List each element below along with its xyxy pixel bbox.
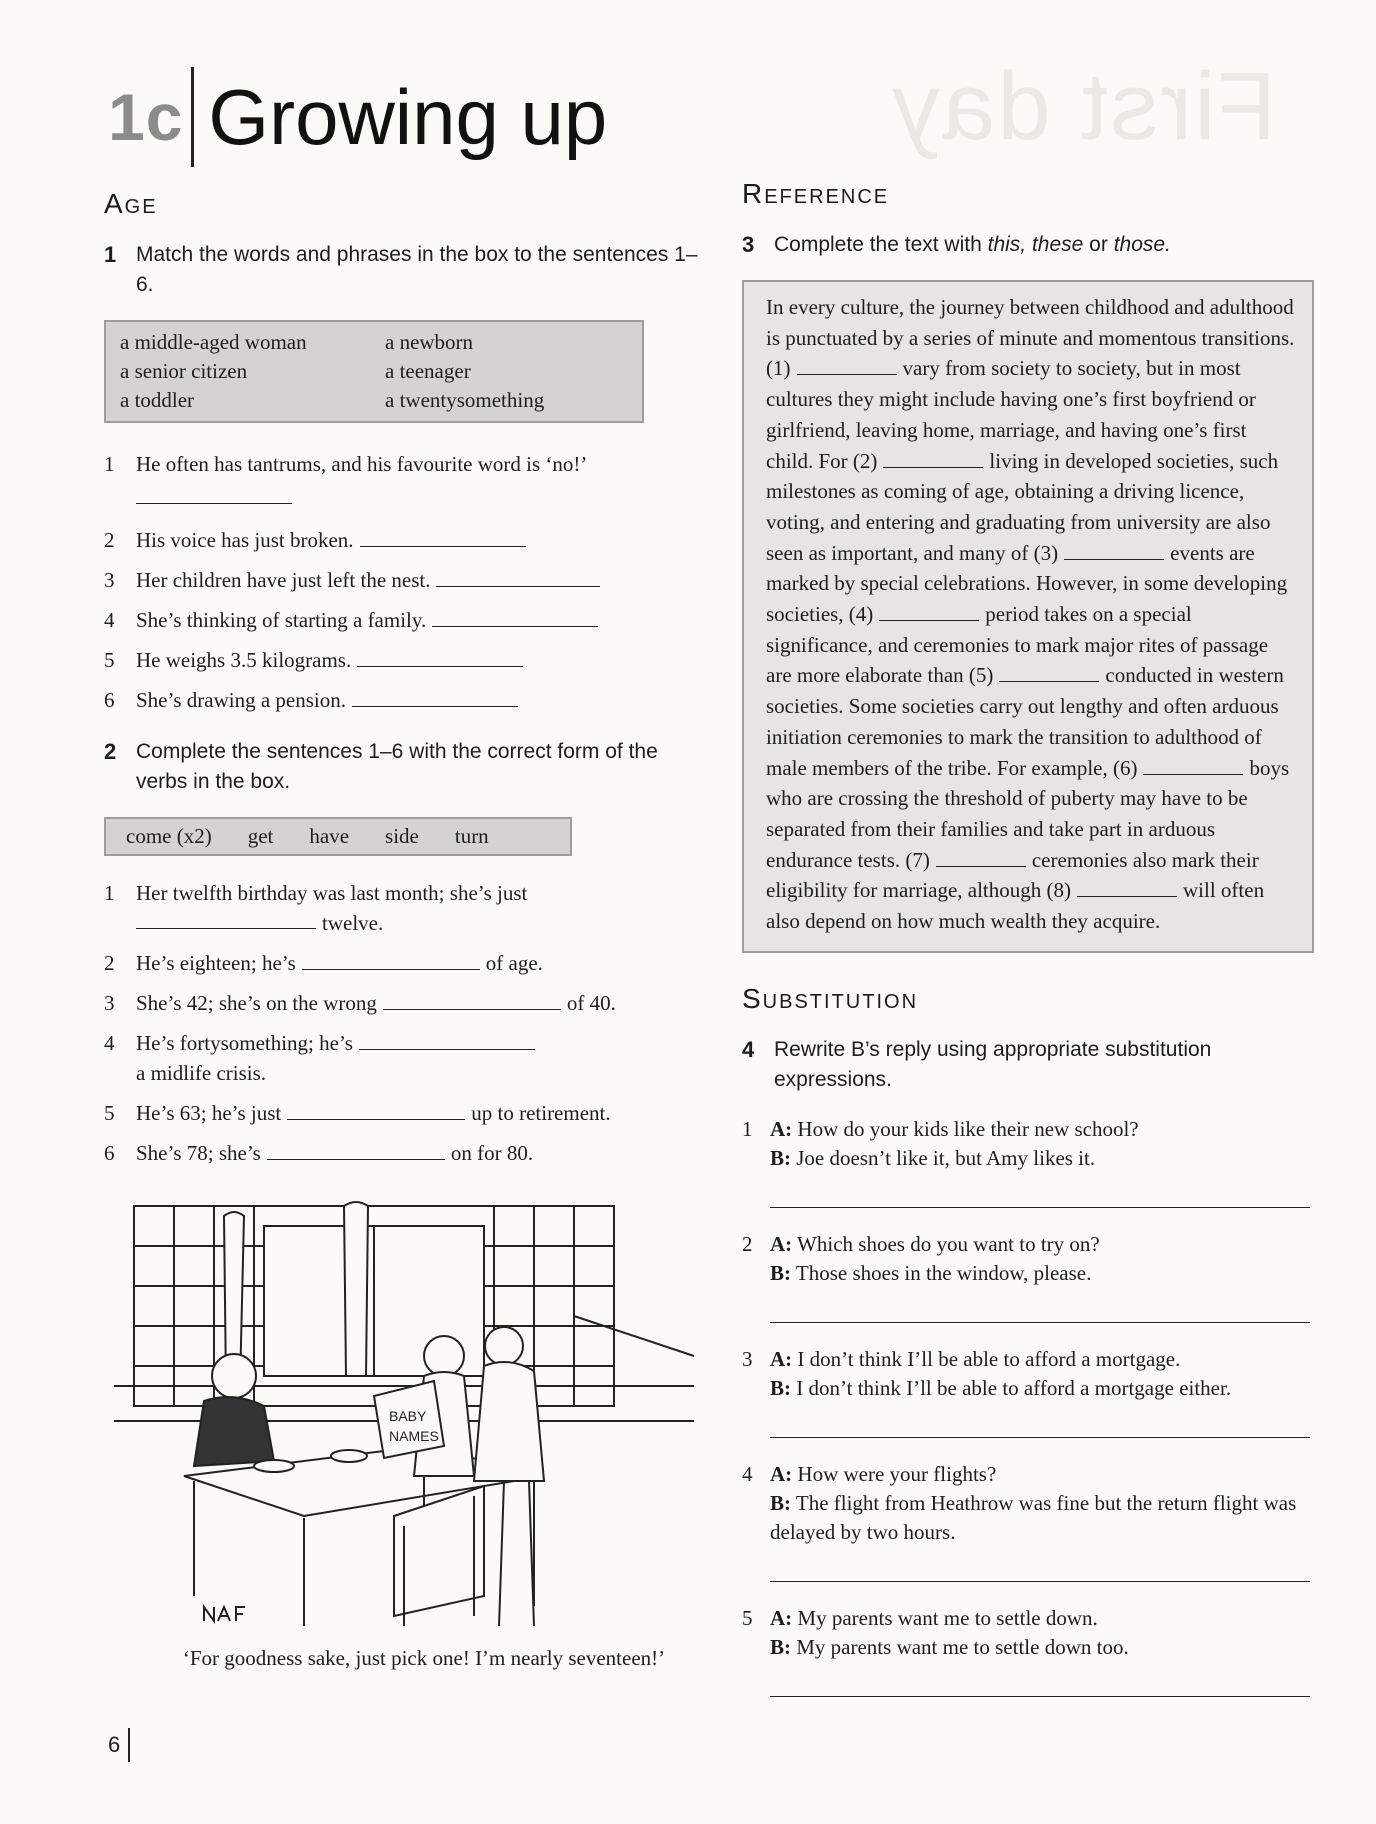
faded-bleedthrough-title: First day bbox=[890, 53, 1277, 160]
exercise-item: 6 She’s drawing a pension. bbox=[104, 685, 704, 715]
answer-blank[interactable] bbox=[287, 1099, 465, 1120]
page-number-divider bbox=[128, 1728, 130, 1762]
cartoon-illustration bbox=[104, 1196, 704, 1673]
dialogue-item: 3 A: I don’t think I’ll be able to afford a mortgage. B: I don’t think I’ll be able to afford a mortgage either. bbox=[742, 1346, 1232, 1400]
answer-blank[interactable] bbox=[357, 646, 523, 667]
answer-blank[interactable] bbox=[999, 661, 1099, 682]
exercise-2-items: 1 Her twelfth birthday was last month; she’s just twelve. 2 He’s eighteen; he’s of age. 3 She’s 42; she’s on the wrong of 40. 4 He’s fortysomething; he’s a midlife crisis. 5 He’s 63; he’s just up to retirement. 6 She’s 78; she’s on for 80. bbox=[104, 878, 704, 1168]
exercise-3-instruction: 3 Complete the text with this, these or those. bbox=[742, 232, 1171, 257]
answer-blank[interactable] bbox=[359, 1029, 535, 1050]
exercise-4-instruction: 4 Rewrite B’s reply using appropriate substitution expressions. bbox=[742, 1036, 1212, 1091]
dialogue-item: 2 A: Which shoes do you want to try on? B: Those shoes in the window, please. bbox=[742, 1231, 1100, 1285]
title-divider bbox=[191, 67, 194, 167]
exercise-1-instruction: 1 Match the words and phrases in the box to the sentences 1–6. bbox=[104, 242, 698, 296]
answer-line[interactable] bbox=[770, 1557, 1310, 1582]
right-column bbox=[742, 178, 1312, 1719]
answer-line[interactable] bbox=[770, 1672, 1310, 1697]
exercise-item: 4 He’s fortysomething; he’s bbox=[104, 1028, 704, 1058]
artist-signature bbox=[204, 1607, 245, 1621]
answer-line[interactable] bbox=[770, 1183, 1310, 1208]
exercise-item: 3 She’s 42; she’s on the wrong of 40. bbox=[104, 991, 616, 1015]
dialogue-item: 4 A: How were your flights? B: The flight from Heathrow was fine but the return flight was delayed by two hours. bbox=[742, 1461, 1297, 1544]
word-box-item: get bbox=[247, 824, 274, 848]
answer-blank[interactable] bbox=[432, 606, 598, 627]
word-box-item: a twentysomething bbox=[385, 388, 545, 412]
word-box-1 bbox=[104, 320, 644, 423]
exercise-item: 1 Her twelfth birthday was last month; she’s just bbox=[104, 881, 528, 905]
exercise-item: 5 He’s 63; he’s just up to retirement. bbox=[104, 1101, 611, 1125]
answer-blank[interactable] bbox=[883, 447, 983, 468]
section-heading-age: Age bbox=[104, 188, 158, 219]
word-box-item: have bbox=[309, 824, 350, 848]
book-label-line-2: NAMES bbox=[389, 1428, 439, 1444]
cartoon-drawing bbox=[104, 1196, 704, 1636]
exercise-item: 5 He weighs 3.5 kilograms. bbox=[104, 645, 704, 675]
book-label-line-1: BABY bbox=[389, 1408, 427, 1424]
answer-blank[interactable] bbox=[383, 989, 561, 1010]
word-box-item: turn bbox=[454, 824, 489, 848]
answer-blank[interactable] bbox=[797, 354, 897, 375]
answer-line[interactable] bbox=[770, 1298, 1310, 1323]
answer-blank[interactable] bbox=[136, 908, 316, 929]
answer-blank[interactable] bbox=[136, 483, 292, 504]
answer-blank[interactable] bbox=[936, 846, 1026, 867]
answer-blank[interactable] bbox=[352, 686, 518, 707]
exercise-item: 1 He often has tantrums, and his favourite word is ‘no!’ bbox=[104, 452, 588, 476]
answer-blank[interactable] bbox=[1143, 754, 1243, 775]
answer-blank[interactable] bbox=[879, 600, 979, 621]
exercise-item: 4 She’s thinking of starting a family. bbox=[104, 605, 704, 635]
reading-passage: In every culture, the journey between childhood and adulthood is punctuated by a series of minute and momentous transitions. (1) vary from society to society, but in most cultures they might include having one’s first boyfriend or girlfriend, leaving home, marriage, and having one’s first child. For (2) living in developed societies, such milestones as coming of age, obtaining a driving licence, voting, and entering and graduating from university are also seen as important, and many of (3) events are marked by special celebrations. However, in some developing societies, (4) period takes on a special significance, and ceremonies to mark major rites of passage are more elaborate than (5) conducted in western societies. Some societies carry out lengthy and often arduous initiation ceremonies to mark the transition to adulthood of male members of the tribe. For example, (6) boys who are crossing the threshold of puberty may have to be separated from their families and take part in arduous endurance tests. (7) ceremonies also mark their eligibility for marriage, although (8) will often also depend on how much wealth they acquire. bbox=[742, 280, 1314, 953]
answer-blank[interactable] bbox=[267, 1139, 445, 1160]
section-heading-reference: Reference bbox=[742, 178, 890, 209]
left-column bbox=[104, 188, 704, 1673]
cartoon-caption: ‘For goodness sake, just pick one! I’m nearly seventeen!’ bbox=[182, 1646, 666, 1670]
answer-blank[interactable] bbox=[302, 949, 480, 970]
answer-line[interactable] bbox=[770, 1413, 1310, 1438]
dialogue-item: 1 A: How do your kids like their new school? B: Joe doesn’t like it, but Amy likes it. bbox=[742, 1116, 1139, 1170]
page-number: 6 bbox=[108, 1728, 130, 1762]
answer-blank[interactable] bbox=[1064, 539, 1164, 560]
word-box-item: come (x2) bbox=[126, 824, 212, 848]
exercise-item: 3 Her children have just left the nest. bbox=[104, 565, 704, 595]
exercise-item: 2 He’s eighteen; he’s of age. bbox=[104, 951, 543, 975]
page-title: Growing up bbox=[208, 72, 608, 161]
word-box-2 bbox=[104, 817, 572, 856]
word-box-item: a middle-aged woman bbox=[120, 330, 307, 354]
word-box-item: a newborn bbox=[385, 330, 474, 354]
word-box-item: side bbox=[385, 824, 419, 848]
word-box-item: a senior citizen bbox=[120, 359, 248, 383]
answer-blank[interactable] bbox=[1077, 876, 1177, 897]
answer-blank[interactable] bbox=[360, 526, 526, 547]
exercise-1-items bbox=[104, 449, 704, 715]
section-heading-substitution: Substitution bbox=[742, 982, 919, 1014]
exercise-item: 6 She’s 78; she’s on for 80. bbox=[104, 1141, 534, 1165]
unit-number: 1c bbox=[108, 80, 184, 154]
word-box-item: a teenager bbox=[385, 359, 471, 383]
dialogue-item: 5 A: My parents want me to settle down. B: My parents want me to settle down too. bbox=[742, 1605, 1129, 1659]
exercise-item: 2 His voice has just broken. bbox=[104, 525, 704, 555]
answer-blank[interactable] bbox=[436, 566, 600, 587]
word-box-item: a toddler bbox=[120, 388, 195, 412]
unit-title bbox=[108, 62, 607, 172]
exercise-4-items bbox=[742, 1115, 1312, 1697]
exercise-2-instruction: 2 Complete the sentences 1–6 with the correct form of the verbs in the box. bbox=[104, 739, 658, 793]
